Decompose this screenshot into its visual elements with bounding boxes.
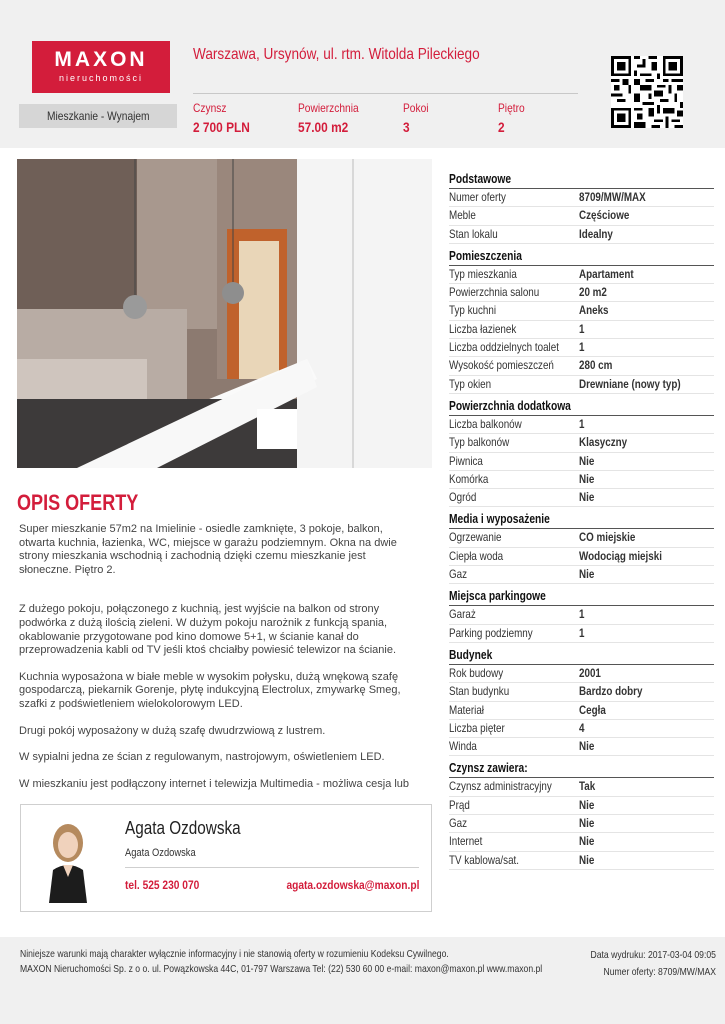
property-details <box>449 167 714 870</box>
detail-key: Stan budynku <box>449 684 510 699</box>
detail-key: Gaz <box>449 567 468 582</box>
detail-key: Liczba balkonów <box>449 416 522 431</box>
detail-key: Ogród <box>449 490 477 505</box>
agent-subtitle: Agata Ozdowska <box>125 847 196 859</box>
description-title: OPIS OFERTY <box>17 490 139 515</box>
detail-row <box>449 189 714 207</box>
print-date: Data wydruku: 2017-03-04 09:05 <box>590 949 716 961</box>
detail-key: Wysokość pomieszczeń <box>449 358 554 373</box>
detail-row <box>449 625 714 643</box>
detail-row <box>449 416 714 434</box>
listing-type-label: Mieszkanie - Wynajem <box>46 109 150 123</box>
detail-value: Nie <box>579 567 595 582</box>
detail-value: Nie <box>579 834 595 849</box>
logo-sub-text: nieruchomości <box>58 73 144 83</box>
header-divider <box>193 93 578 94</box>
section-heading-label: Media i wyposażenie <box>449 512 550 527</box>
detail-value: Częściowe <box>579 208 630 223</box>
detail-value: Bardzo dobry <box>579 684 643 699</box>
section-heading-label: Miejsca parkingowe <box>449 589 546 604</box>
section-heading <box>449 398 714 416</box>
listing-type-badge <box>19 104 177 128</box>
detail-key: Rok budowy <box>449 665 504 680</box>
detail-row <box>449 665 714 683</box>
section-heading-label: Budynek <box>449 647 493 662</box>
footer-offer-number: Numer oferty: 8709/MW/MAX <box>603 966 716 978</box>
stat-rent <box>193 101 260 135</box>
section-heading <box>449 511 714 529</box>
detail-row <box>449 815 714 833</box>
detail-value: Klasyczny <box>579 435 628 450</box>
detail-row <box>449 339 714 357</box>
detail-key: Meble <box>449 208 476 223</box>
detail-value: Nie <box>579 852 595 867</box>
detail-key: Ogrzewanie <box>449 530 502 545</box>
detail-value: Nie <box>579 816 595 831</box>
detail-row <box>449 302 714 320</box>
detail-value: Apartament <box>579 266 634 281</box>
section-heading-label: Powierzchnia dodatkowa <box>449 398 571 413</box>
detail-key: Liczba pięter <box>449 720 505 735</box>
detail-row <box>449 566 714 584</box>
detail-value: Nie <box>579 471 595 486</box>
stat-rent-label: Czynsz <box>193 101 227 115</box>
detail-row <box>449 357 714 375</box>
section-heading <box>449 760 714 778</box>
detail-value: 1 <box>579 625 585 640</box>
property-photo[interactable] <box>17 159 432 468</box>
footer-right <box>591 947 716 981</box>
detail-row <box>449 548 714 566</box>
detail-row <box>449 702 714 720</box>
detail-key: Prąd <box>449 797 470 812</box>
detail-value: Wodociąg miejski <box>579 548 662 563</box>
detail-row <box>449 683 714 701</box>
agent-divider <box>125 867 419 868</box>
detail-value: 20 m2 <box>579 285 607 300</box>
detail-value: Nie <box>579 453 595 468</box>
section-heading <box>449 588 714 606</box>
detail-row <box>449 720 714 738</box>
description-paragraph: Z dużego pokoju, połączonego z kuchnią, jest wyjście na balkon od strony podwórka z dużą ilością zieleni. W dużym pokoju narożnik z funkcją spania, okablowanie przygotowane pod kino domowe 5+1, w ścianie kanał do przeprowadzenia kabli od TV jeśli ktoś chciałby powiesić telewizor na ścianie. <box>19 603 397 657</box>
description-paragraph: Kuchnia wyposażona w białe meble w wysokim połysku, dużą wnękową szafę gospodarczą, piekarnik Gorenje, płytę indukcyjną Electrolux, zmywarkę Smeg, szafki z podświetleniem wielokolorowym LED. <box>19 670 401 710</box>
section-heading <box>449 248 714 266</box>
detail-row <box>449 207 714 225</box>
detail-key: Stan lokalu <box>449 226 498 241</box>
detail-key: TV kablowa/sat. <box>449 852 520 867</box>
detail-row <box>449 376 714 394</box>
detail-value: Aneks <box>579 303 609 318</box>
description-paragraph: Drugi pokój wyposażony w dużą szafę dwudrzwiową z lustrem. <box>19 724 326 737</box>
detail-row <box>449 852 714 870</box>
detail-row <box>449 833 714 851</box>
footer-company: MAXON Nieruchomości Sp. z o o. ul. Powązkowska 44C, 01-797 Warszawa Tel: (22) 530 60 00 e-mail: maxon@maxon.pl www.maxon.pl <box>20 963 543 975</box>
detail-row <box>449 284 714 302</box>
detail-key: Numer oferty <box>449 190 506 204</box>
detail-value: 1 <box>579 321 585 336</box>
detail-key: Piwnica <box>449 453 483 468</box>
detail-key: Parking podziemny <box>449 625 533 640</box>
property-address: Warszawa, Ursynów, ul. rtm. Witolda Pileckiego <box>193 46 480 63</box>
section-heading <box>449 647 714 665</box>
stat-rent-value: 2 700 PLN <box>193 119 250 135</box>
detail-key: Typ balkonów <box>449 435 510 450</box>
detail-value: Nie <box>579 797 595 812</box>
detail-row <box>449 797 714 815</box>
stat-rooms-label: Pokoi <box>403 101 429 115</box>
detail-row <box>449 266 714 284</box>
detail-row <box>449 471 714 489</box>
detail-key: Internet <box>449 834 483 849</box>
stat-area-value: 57.00 m2 <box>298 119 349 135</box>
detail-key: Materiał <box>449 702 485 717</box>
description-body <box>19 523 417 804</box>
stat-area-label: Powierzchnia <box>298 101 359 115</box>
detail-value: 1 <box>579 607 585 622</box>
detail-key: Ciepła woda <box>449 548 504 563</box>
detail-value: Nie <box>579 739 595 754</box>
detail-row <box>449 738 714 756</box>
detail-row <box>449 606 714 624</box>
detail-key: Powierzchnia salonu <box>449 285 540 300</box>
section-heading-label: Podstawowe <box>449 172 512 186</box>
detail-value: Nie <box>579 490 595 505</box>
detail-value: 280 cm <box>579 358 613 373</box>
detail-key: Liczba łazienek <box>449 321 517 336</box>
detail-key: Typ okien <box>449 376 492 391</box>
detail-key: Liczba oddzielnych toalet <box>449 340 559 355</box>
detail-key: Winda <box>449 739 477 754</box>
detail-row <box>449 489 714 507</box>
maxon-logo[interactable] <box>32 41 170 93</box>
logo-main-text: MAXON <box>54 48 148 71</box>
agent-photo <box>41 815 95 903</box>
detail-key: Typ kuchni <box>449 303 497 318</box>
detail-value: Cegła <box>579 702 606 717</box>
detail-value: Tak <box>579 779 596 794</box>
description-paragraph: W mieszkaniu jest podłączony internet i telewizja Multimedia - możliwa cesja lub <box>19 777 410 790</box>
section-heading-label: Pomieszczenia <box>449 248 522 263</box>
description-paragraph: Super mieszkanie 57m2 na Imielinie - osiedle zamknięte, 3 pokoje, balkon, otwarta kuchnia, łazienka, WC, miejsce w garażu podziemnym. Okna na dwie strony mieszkania wschodnią i zachodnią dzięki czemu mieszkanie jest słoneczne. Piętro 2. <box>19 523 397 576</box>
agent-name: Agata Ozdowska <box>125 818 241 838</box>
detail-row <box>449 226 714 244</box>
detail-row <box>449 778 714 796</box>
agent-card <box>20 804 432 912</box>
stat-rooms <box>403 101 433 135</box>
stat-floor <box>498 101 529 135</box>
footer-disclaimer: Niniejsze warunki mają charakter wyłącznie informacyjny i nie stanowią oferty w rozumieniu Kodeksu Cywilnego. <box>20 948 449 960</box>
detail-value: Drewniane (nowy typ) <box>579 376 681 391</box>
detail-value: 1 <box>579 340 585 355</box>
detail-value: CO miejskie <box>579 530 636 545</box>
stat-floor-value: 2 <box>498 119 505 135</box>
detail-value: 8709/MW/MAX <box>579 190 646 204</box>
detail-row <box>449 321 714 339</box>
qr-code-icon[interactable] <box>611 56 683 128</box>
agent-phone-link[interactable]: tel. 525 230 070 <box>125 878 200 892</box>
stat-area <box>298 101 369 135</box>
section-heading-label: Czynsz zawiera: <box>449 761 528 776</box>
detail-row <box>449 434 714 452</box>
detail-value: 4 <box>579 720 585 735</box>
detail-key: Typ mieszkania <box>449 266 517 281</box>
section-heading <box>449 171 714 189</box>
detail-key: Czynsz administracyjny <box>449 779 552 794</box>
stat-rooms-value: 3 <box>403 119 410 135</box>
detail-key: Garaż <box>449 607 476 622</box>
detail-value: 1 <box>579 416 585 431</box>
stat-floor-label: Piętro <box>498 101 525 115</box>
detail-row <box>449 453 714 471</box>
detail-key: Komórka <box>449 471 489 486</box>
description-paragraph: W sypialni jedna ze ścian z regulowanym, nastrojowym, oświetleniem LED. <box>19 751 385 764</box>
footer-left <box>20 947 542 977</box>
agent-email-link[interactable]: agata.ozdowska@maxon.pl <box>286 878 419 892</box>
detail-row <box>449 529 714 547</box>
detail-key: Gaz <box>449 816 468 831</box>
detail-value: 2001 <box>579 665 601 680</box>
detail-value: Idealny <box>579 226 613 241</box>
